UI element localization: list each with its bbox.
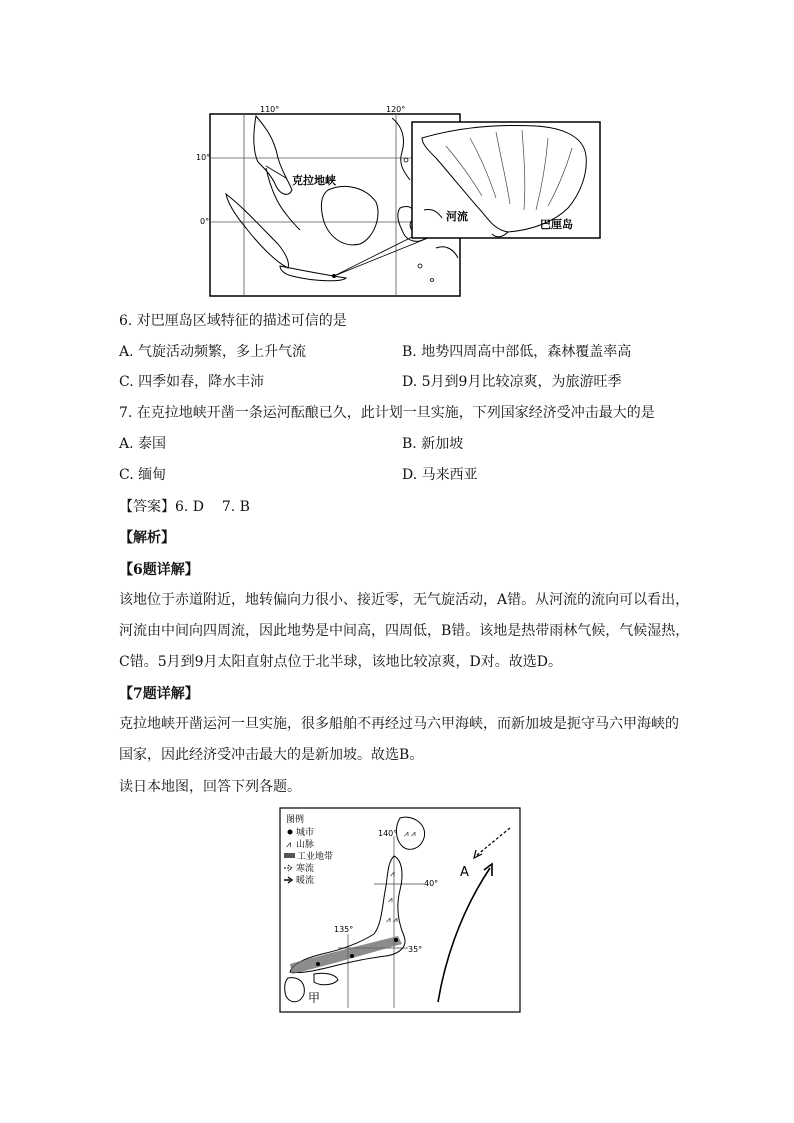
legend-industry: 工业地带 xyxy=(297,852,334,862)
question-7-stem: 7. 在克拉地峡开凿一条运河酝酿已久，此计划一旦实施，下列国家经济受冲击最大的是 xyxy=(119,405,655,421)
q6-option-c: C. 四季如春，降水丰沛 xyxy=(119,374,265,390)
detail-6-line-1: 该地位于赤道附近，地转偏向力很小、接近零，无气旋活动，A错。从河流的流向可以看出， xyxy=(119,592,690,608)
southeast-asia-map xyxy=(196,98,602,298)
legend-city: 城市 xyxy=(296,828,315,838)
detail-7-title: 【7题详解】 xyxy=(119,686,199,702)
detail-7-line-1: 克拉地峡开凿运河一旦实施，很多船舶不再经过马六甲海峡，而新加坡是扼守马六甲海峡的 xyxy=(119,716,679,732)
river-label: 河流 xyxy=(446,210,468,223)
kra-isthmus-label: 克拉地峡 xyxy=(292,174,336,187)
svg-text:⩘ ⩘: ⩘ ⩘ xyxy=(404,829,416,838)
lon-110-label: 110° xyxy=(260,105,280,114)
svg-text:⩘ ⩘: ⩘ ⩘ xyxy=(386,915,398,924)
japan-map xyxy=(278,806,522,1014)
lon-140-label: 140° xyxy=(378,829,398,838)
legend-mountain: 山脉 xyxy=(296,840,315,850)
legend-title: 图例 xyxy=(286,815,305,825)
lat-0-label: 0° xyxy=(200,217,210,226)
lon-135-label: 135° xyxy=(334,925,354,934)
analysis-title: 【解析】 xyxy=(119,530,175,546)
answer-line: 【答案】6. D 7. B xyxy=(119,499,250,515)
q7-option-d: D. 马来西亚 xyxy=(402,467,478,483)
svg-text:⩘: ⩘ xyxy=(286,840,292,850)
detail-6-line-2: 河流由中间向四周流，因此地势是中间高，四周低，B错。该地是热带雨林气候，气候湿热， xyxy=(119,623,690,639)
lat-10-label: 10° xyxy=(196,153,211,162)
q6-option-b: B. 地势四周高中部低，森林覆盖率高 xyxy=(402,344,632,360)
detail-7-line-2: 国家，因此经济受冲击最大的是新加坡。故选B。 xyxy=(119,747,424,763)
svg-text:⩘: ⩘ xyxy=(390,869,395,878)
japan-intro: 读日本地图，回答下列各题。 xyxy=(119,779,301,795)
bali-label: 巴厘岛 xyxy=(540,218,573,231)
legend-cold-current: 寒流 xyxy=(296,864,315,874)
current-a-label: A xyxy=(460,865,469,880)
legend-warm-current: 暖流 xyxy=(296,876,315,886)
q7-option-a: A. 泰国 xyxy=(119,436,167,452)
lat-40-label: 40° xyxy=(424,879,439,888)
q7-option-b: B. 新加坡 xyxy=(402,436,464,452)
svg-text:⩘: ⩘ xyxy=(388,895,393,904)
lat-35-label: 35° xyxy=(408,945,423,954)
q6-option-a: A. 气旋活动频繁，多上升气流 xyxy=(119,344,307,360)
detail-6-title: 【6题详解】 xyxy=(119,562,199,578)
detail-6-line-3: C错。5月到9月太阳直射点位于北半球，该地比较凉爽，D对。故选D。 xyxy=(119,654,562,670)
q6-option-d: D. 5月到9月比较凉爽，为旅游旺季 xyxy=(402,374,622,390)
lon-120-label: 120° xyxy=(386,105,406,114)
jia-label: 甲 xyxy=(308,991,321,1005)
question-6-stem: 6. 对巴厘岛区域特征的描述可信的是 xyxy=(119,313,347,329)
q7-option-c: C. 缅甸 xyxy=(119,467,167,483)
